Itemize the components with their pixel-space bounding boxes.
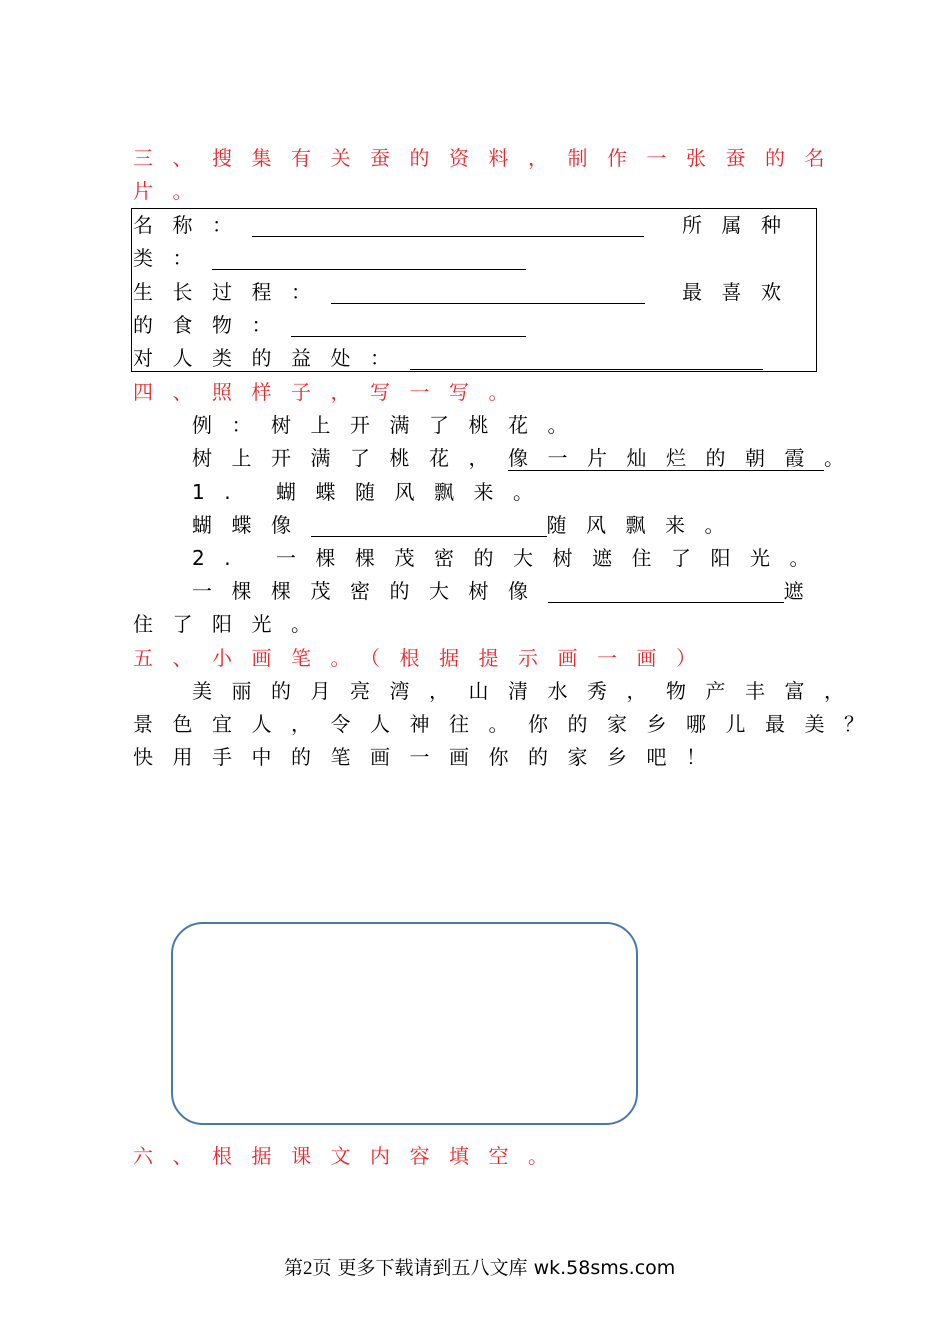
question-1-answer-row xyxy=(192,513,744,537)
page-footer xyxy=(284,1253,675,1280)
question-2-answer-cont: 住了阳光。 xyxy=(133,612,331,636)
card-species-row xyxy=(133,246,526,270)
q2-answer-end: 遮 xyxy=(783,579,823,603)
card-food-blank[interactable] xyxy=(291,316,526,337)
example-sentence xyxy=(192,446,864,470)
q2-answer-start: 一棵棵茂密的大树像 xyxy=(192,579,548,603)
q2-answer-blank[interactable] xyxy=(548,582,784,603)
q1-answer-end: 随风飘来。 xyxy=(546,513,744,537)
footer-suffix: 页 更多下载请到五八文库 wk.58sms.com xyxy=(312,1257,676,1279)
section-5-para-line1: 美丽的月亮湾，山清水秀，物产丰富， xyxy=(192,679,864,703)
footer-page-number: 2 xyxy=(303,1258,313,1279)
section-3-title-line1: 三、搜集有关蚕的资料，制作一张蚕的名 xyxy=(133,146,844,170)
q1-answer-blank[interactable] xyxy=(311,516,547,537)
example-plain: 树上开满了桃花， xyxy=(192,446,508,470)
card-food-row xyxy=(133,313,526,337)
card-benefit-label: 对人类的益处： xyxy=(133,346,410,370)
section-5-para-line3: 快用手中的笔画一画你的家乡吧！ xyxy=(133,745,726,769)
question-1: 1. 蝴蝶随风飘来。 xyxy=(192,480,553,504)
section-5-para-line2: 景色宜人，令人神往。你的家乡哪儿最美？ xyxy=(133,712,884,736)
card-food-label-b: 的食物： xyxy=(133,313,291,337)
section-4-title: 四、照样子，写一写。 xyxy=(133,380,528,404)
card-name-label: 名称： xyxy=(133,213,252,237)
footer-prefix: 第 xyxy=(284,1257,304,1279)
section-3-title-line2: 片。 xyxy=(133,179,212,203)
card-benefit-row xyxy=(133,346,763,370)
section-5-title: 五、小画笔。（根据提示画一画） xyxy=(133,646,716,670)
card-growth-blank[interactable] xyxy=(331,283,645,304)
question-2: 2. 一棵棵茂密的大树遮住了阳光。 xyxy=(192,546,829,570)
question-2-answer-row xyxy=(192,579,823,603)
card-growth-label: 生长过程： xyxy=(133,280,331,304)
card-species-blank[interactable] xyxy=(212,249,526,270)
q1-answer-start: 蝴蝶像 xyxy=(192,513,311,537)
card-species-label-a: 所属种 xyxy=(682,213,801,237)
drawing-area[interactable] xyxy=(171,922,638,1125)
card-name-row xyxy=(133,213,644,237)
card-growth-row xyxy=(133,280,645,304)
card-food-label-a: 最喜欢 xyxy=(682,280,801,304)
card-name-blank[interactable] xyxy=(252,216,644,237)
example-end: 。 xyxy=(824,446,864,470)
card-species-label-b: 类： xyxy=(133,246,212,270)
example-underlined: 像一片灿烂的朝霞 xyxy=(508,446,824,470)
section-6-title: 六、根据课文内容填空。 xyxy=(133,1144,568,1168)
example-intro: 例：树上开满了桃花。 xyxy=(192,413,587,437)
card-benefit-blank[interactable] xyxy=(410,349,763,370)
